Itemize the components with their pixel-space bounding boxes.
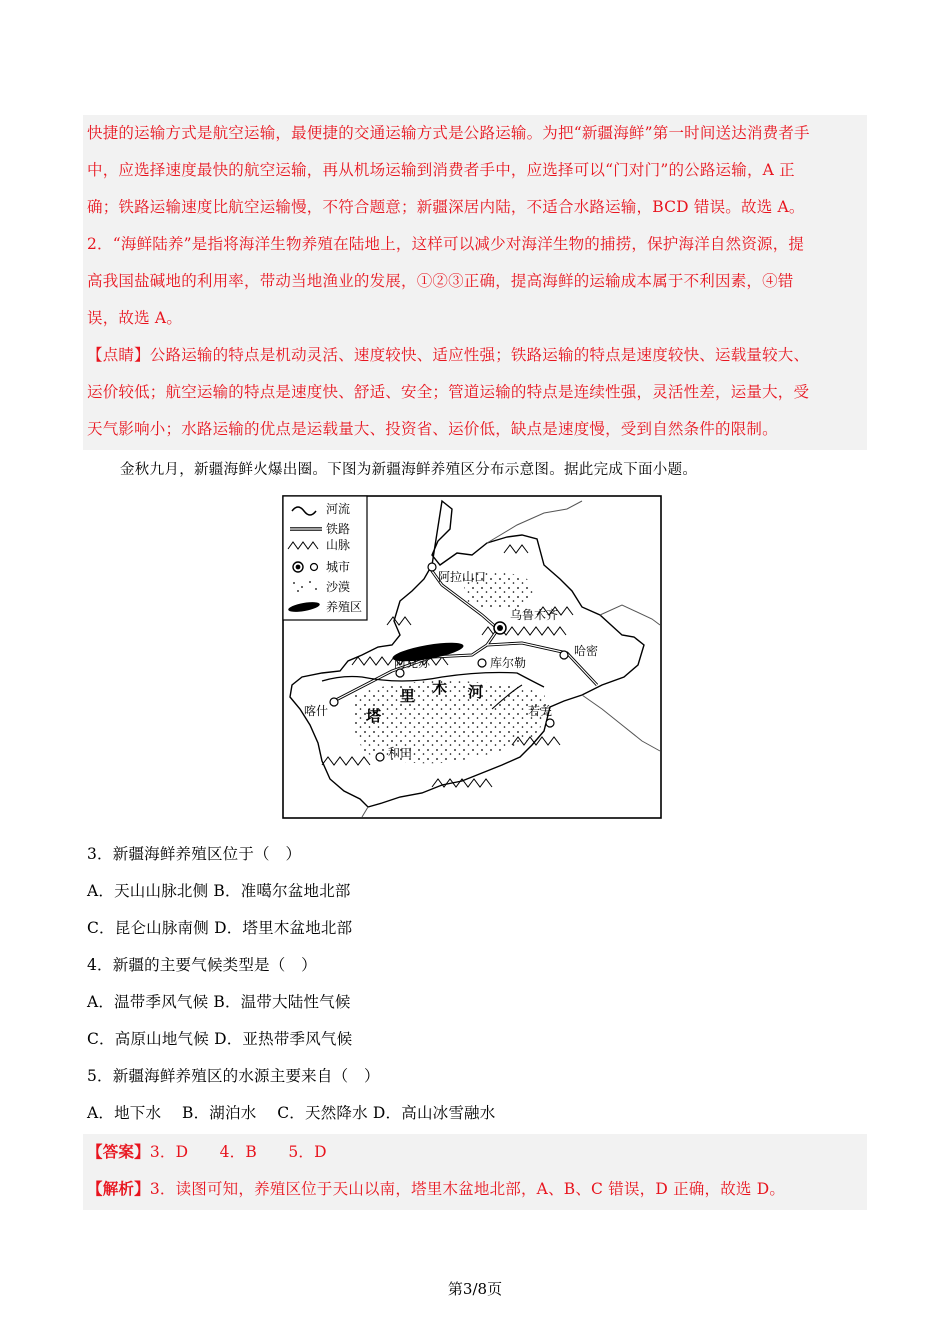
city-korla [478,659,486,667]
question-3-options-2: C．昆仑山脉南侧 D．塔里木盆地北部 [87,919,353,937]
city-alashankou [428,563,436,571]
analysis-line-6: 误，故选 A。 [87,309,183,327]
analysis-line-9: 天气影响小；水路运输的优点是运载量大、投资省、运价低，缺点是速度慢，受到自然条件的限制。 [87,420,778,438]
city-urumqi-dot [497,625,503,631]
question-3-stem: 3．新疆海鲜养殖区位于（ ） [87,845,302,863]
question-4-options-1: A．温带季风气候 B．温带大陆性气候 [87,993,351,1011]
label-urumqi: 乌鲁木齐 [510,608,559,622]
question-3-options-1: A．天山山脉北侧 B．准噶尔盆地北部 [87,882,351,900]
city-kashgar [330,698,338,706]
label-ruoqiang: 若羌 [528,704,553,718]
explanation-text: 3．读图可知，养殖区位于天山以南，塔里木盆地北部，A、B、C 错误，D 正确，故选 D。 [149,1180,786,1198]
basin-char-1: 塔 [366,707,382,725]
analysis-line-7: 【点睛】公路运输的特点是机动灵活、速度较快、适应性强；铁路运输的特点是速度较快、运载量较大、 [87,346,810,364]
label-hotan: 和田 [388,746,413,760]
analysis-line-3: 确；铁路运输速度比航空运输慢，不符合题意；新疆深居内陆，不适合水路运输，BCD 错误。故选 A。 [87,198,805,216]
legend-desert: 沙漠 [326,580,351,594]
label-alashankou: 阿拉山口 [438,570,487,584]
legend-mountain: 山脉 [326,538,351,552]
label-kashgar: 喀什 [304,704,329,718]
basin-char-2: 里 [400,687,416,705]
analysis-line-2: 中，应选择速度最快的航空运输，再从机场运输到消费者手中，应选择可以“门对门”的公路运输，A 正 [87,161,795,179]
answer-line [87,1142,867,1162]
basin-char-4: 河 [468,683,484,701]
legend-railway: 铁路 [326,522,351,536]
analysis-line-4: 2．“海鲜陆养”是指将海洋生物养殖在陆地上，这样可以减少对海洋生物的捕捞，保护海洋自然资源，提 [87,235,805,253]
question-5-stem: 5．新疆海鲜养殖区的水源主要来自（ ） [87,1067,380,1085]
legend-city: 城市 [326,560,351,574]
label-korla: 库尔勒 [490,656,527,670]
city-ruoqiang [546,719,554,727]
basin-char-3: 木 [432,679,448,697]
label-hami: 哈密 [574,644,599,658]
analysis-line-8: 运价较低；航空运输的特点是速度快、舒适、安全；管道运输的特点是连续性强，灵活性差，运量大，受 [87,383,810,401]
city-hotan [376,753,384,761]
xinjiang-map [282,495,662,819]
answer-label: 【答案】 [87,1142,150,1161]
legend-aquaculture: 养殖区 [326,600,363,614]
question-5-options-1: A．地下水 B．湖泊水 C．天然降水 D．高山冰雪融水 [87,1104,496,1122]
page-number: 第3/8页 [447,1280,503,1298]
analysis-line-1: 快捷的运输方式是航空运输，最便捷的交通运输方式是公路运输。为把“新疆海鲜”第一时间送达消费者手 [87,124,810,142]
question-4-stem: 4．新疆的主要气候类型是（ ） [87,956,317,974]
answer-text: 3．D 4．B 5．D [149,1143,327,1161]
explanation-line [87,1179,867,1199]
map-svg [282,495,662,819]
label-aksu: 阿克苏 [394,656,431,670]
question-4-options-2: C．高原山地气候 D．亚热带季风气候 [87,1030,353,1048]
city-aksu [396,669,404,677]
explanation-label: 【解析】 [87,1179,150,1198]
legend-river: 河流 [326,502,351,516]
question-intro: 金秋九月，新疆海鲜火爆出圈。下图为新疆海鲜养殖区分布示意图。据此完成下面小题。 [120,462,698,478]
analysis-line-5: 高我国盐碱地的利用率，带动当地渔业的发展，①②③正确，提高海鲜的运输成本属于不利因素，④错 [87,272,794,290]
city-hami [560,651,568,659]
